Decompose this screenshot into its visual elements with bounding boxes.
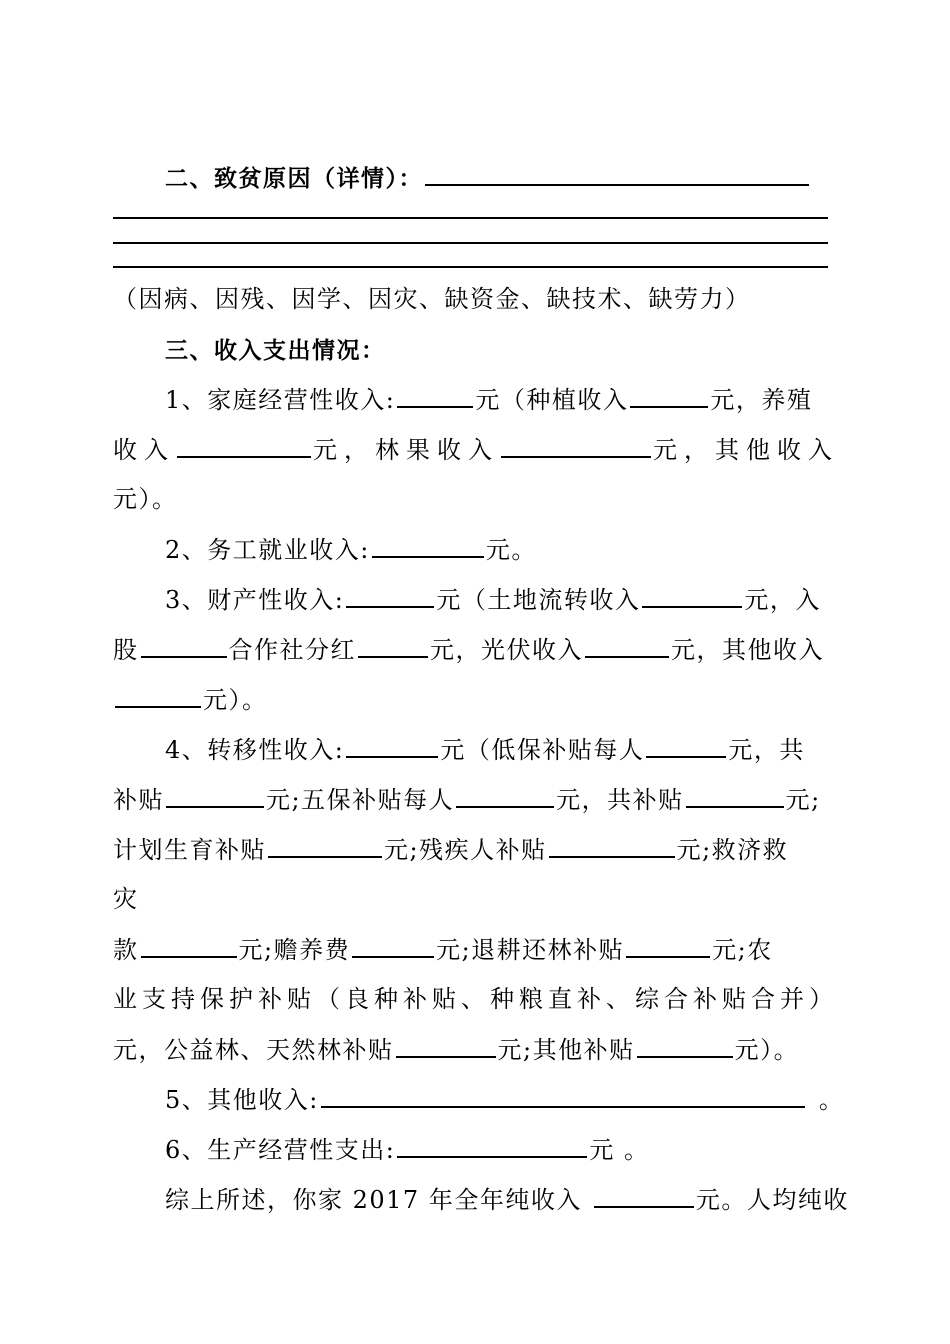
other-property-income-field[interactable] [115,684,201,708]
item3-line2 [113,634,950,665]
item4-text-d: 补贴 [113,786,164,814]
item4-line4: 灾 [113,885,139,913]
summary-line [165,1184,950,1215]
item2-text-b: 元。 [485,536,537,564]
item4-text-m: 元;赡养费 [238,936,351,964]
item3-text-h: 元）。 [203,686,268,714]
coop-dividend-field[interactable] [358,634,428,658]
item5-text-b: 。 [818,1086,845,1114]
item1-line3: 元）。 [113,485,178,513]
section2-heading: 二、致贫原因（详情）： [165,166,423,192]
shares-field[interactable] [141,634,227,658]
item4-line6: 业支持保护补贴（良种补贴、种粮直补、综合补贴合并） [113,985,838,1013]
planting-income-field[interactable] [630,384,708,408]
item2-line [165,534,950,565]
item4-text-q: 元，公益林、天然林补贴 [113,1036,394,1064]
item4-text-r: 元;其他补贴 [497,1036,635,1064]
item4-text-l: 款 [113,936,139,964]
relief-fund-field[interactable] [141,934,237,958]
breeding-income-field[interactable] [177,434,311,458]
land-transfer-income-field[interactable] [642,584,742,608]
item3-label: 3、财产性收入: [165,586,345,614]
wubao-total-field[interactable] [686,784,784,808]
item6-text-b: 元 。 [589,1136,650,1164]
summary-text-b: 元。人均纯收 [695,1186,849,1214]
dibao-per-person-field[interactable] [646,734,726,758]
item1-text-e: 元，林果收入 [313,436,499,464]
wubao-per-person-field[interactable] [456,784,554,808]
item4-text-n: 元;退耕还林补贴 [436,936,625,964]
item4-text-i: 元;残疾人补贴 [384,836,547,864]
item1-text-c: 元，养殖 [710,386,813,414]
poverty-reasons-options: （因病、因残、因学、因灾、缺资金、缺技术、缺劳力） [113,285,751,313]
item4-text-h: 计划生育补贴 [113,836,266,864]
net-income-field[interactable] [594,1184,694,1208]
item4-text-s: 元）。 [734,1036,800,1064]
item4-line5 [113,934,950,965]
item1-text-f: 元，其他收入 [653,436,839,464]
item4-text-j: 元;救济救 [676,836,789,864]
item3-text-c: 元，入 [744,586,821,614]
item3-text-e: 合作社分红 [228,636,356,664]
item4-text-c: 元，共 [728,736,805,764]
answer-line-3[interactable] [113,266,828,268]
item4-text-g: 元; [785,786,821,814]
item4-line7 [113,1034,950,1065]
item4-text-o: 元;农 [712,936,773,964]
item5-line [165,1084,950,1115]
family-planning-subsidy-field[interactable] [268,834,382,858]
forest-subsidy-field[interactable] [396,1034,496,1058]
item4-text-f: 元，共补贴 [556,786,684,814]
item3-line3 [113,684,950,715]
item4-line2 [113,784,950,815]
item1-text-d: 收入 [113,436,175,464]
transfer-income-field[interactable] [346,734,438,758]
item5-label: 5、其他收入: [165,1086,319,1114]
fruit-income-field[interactable] [501,434,651,458]
answer-line-2[interactable] [113,242,828,244]
section3-heading: 三、收入支出情况： [165,338,386,364]
other-income-field[interactable] [321,1084,805,1108]
item4-line3 [113,834,950,865]
item4-text-e: 元;五保补贴每人 [266,786,455,814]
section2-heading-line [165,162,950,194]
item6-line [165,1134,950,1165]
item2-label: 2、务工就业收入: [165,536,370,564]
item3-text-g: 元，其他收入 [671,636,824,664]
item4-line1 [165,734,950,765]
disability-subsidy-field[interactable] [549,834,675,858]
business-income-field[interactable] [397,384,473,408]
item1-label: 1、家庭经营性收入: [165,386,396,414]
item3-text-d: 股 [113,636,139,664]
item1-line2 [113,434,950,465]
dibao-total-field[interactable] [166,784,264,808]
solar-income-field[interactable] [585,634,669,658]
item4-label: 4、转移性收入: [165,736,345,764]
grain-to-green-subsidy-field[interactable] [626,934,710,958]
property-income-field[interactable] [346,584,434,608]
item3-line1 [165,584,950,615]
support-fee-field[interactable] [352,934,434,958]
item1-line1 [165,384,950,415]
item3-text-b: 元（土地流转收入 [436,586,641,614]
item1-text-b: 元（种植收入 [475,386,629,414]
business-expense-field[interactable] [397,1134,587,1158]
poverty-reason-field[interactable] [425,162,809,186]
summary-text-a: 综上所述，你家 2017 年全年纯收入 [165,1186,582,1214]
other-subsidy-field[interactable] [637,1034,733,1058]
answer-line-1[interactable] [113,217,828,219]
item4-text-b: 元（低保补贴每人 [440,736,645,764]
item3-text-f: 元，光伏收入 [430,636,583,664]
work-income-field[interactable] [372,534,484,558]
item6-label: 6、生产经营性支出: [165,1136,396,1164]
